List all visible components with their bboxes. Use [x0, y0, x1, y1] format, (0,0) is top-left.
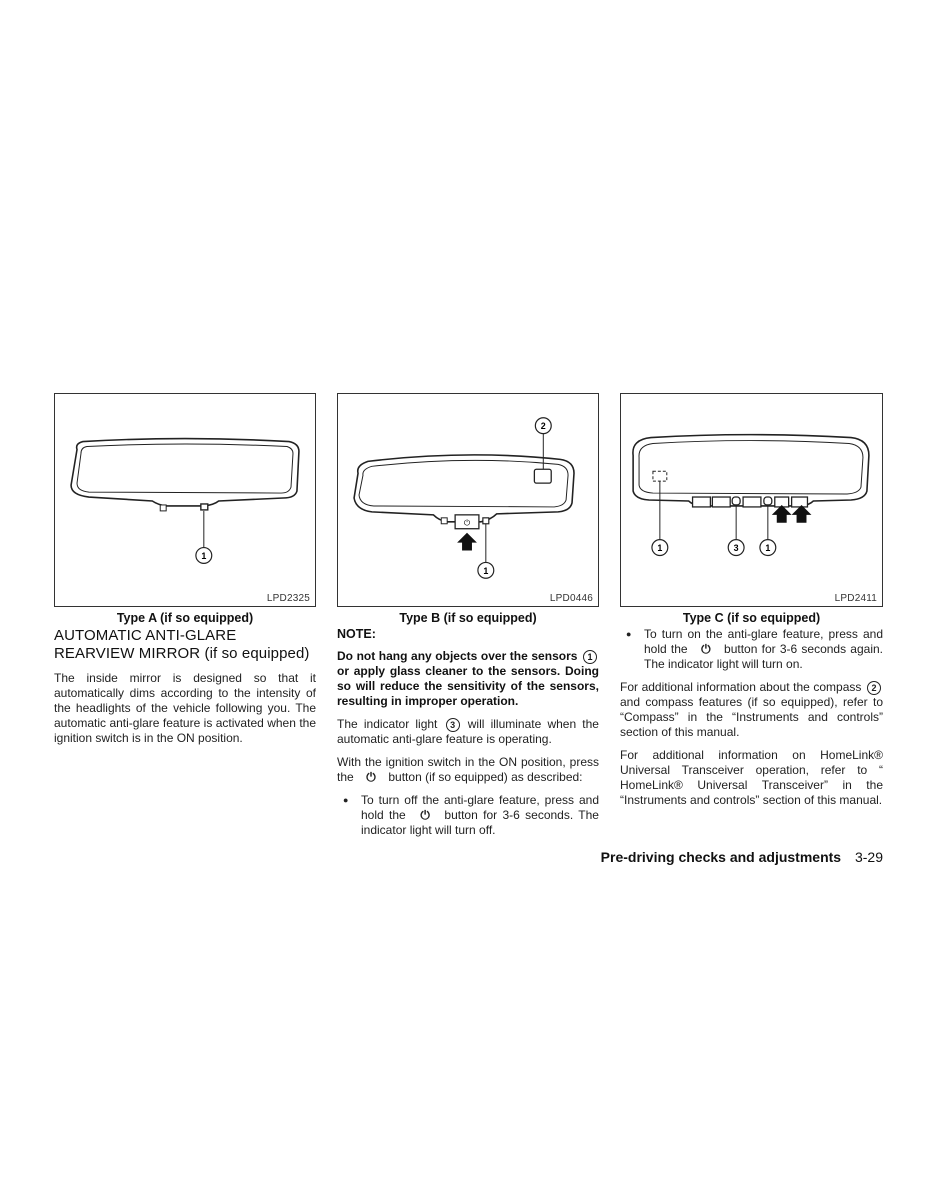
- indicator-text-2: will illuminate when the automatic anti-glare feature is operating.: [337, 717, 599, 746]
- mirror-outer-frame: [633, 435, 869, 506]
- note-text-1: Do not hang any objects over the sensors: [337, 649, 578, 663]
- intro-paragraph: The inside mirror is designed so that it automatically dims according to the intensity of the headlights of the vehicle following you. The automatic anti-glare feature is activated when the ignition switch is in the ON position.: [54, 671, 316, 745]
- power-icon: ⏻: [366, 770, 376, 784]
- bullet-text-2: button for 3-6 seconds again. The indicator light will turn on.: [644, 642, 883, 671]
- homelink-button-3: [743, 497, 761, 507]
- figure-caption: Type C (if so equipped): [682, 611, 821, 625]
- mirror-outer-frame: [71, 439, 299, 506]
- list-item: [337, 793, 599, 838]
- ignition-text-2: button (if so equipped) as described:: [388, 770, 583, 784]
- mirror-type-c-illustration: [621, 394, 882, 606]
- bullet-text-1: To turn on the anti-glare feature, press and hold the: [644, 627, 883, 656]
- heading-main: AUTOMATIC ANTI-GLARE: [54, 627, 237, 644]
- sensor: [764, 497, 772, 505]
- figure-type-c: [620, 393, 883, 607]
- note-paragraph: [337, 649, 599, 709]
- mirror-type-b-illustration: [338, 394, 598, 606]
- indicator-text-1: The indicator light: [337, 717, 438, 731]
- figure-type-b: [337, 393, 599, 607]
- list-item: [620, 627, 883, 672]
- page-number: 3-29: [854, 849, 883, 865]
- instruction-list: [337, 793, 599, 838]
- callout-ref: 3: [446, 718, 460, 732]
- power-icon: ⏻: [420, 808, 430, 822]
- section-heading: [54, 627, 316, 663]
- callout-ref: 2: [867, 681, 881, 695]
- figure-caption: Type A (if so equipped): [116, 611, 254, 625]
- figure-caption: Type B (if so equipped): [399, 611, 537, 625]
- footer-section-title: Pre-driving checks and adjustments: [600, 849, 842, 865]
- heading-line2: REARVIEW MIRROR: [54, 645, 201, 662]
- ignition-text-1: With the ignition switch in the ON position, press the: [337, 755, 599, 784]
- instruction-list: [620, 627, 883, 672]
- arrow-icon: [772, 505, 792, 523]
- power-icon: ⏻: [701, 642, 711, 656]
- figure-code: LPD2325: [266, 593, 310, 604]
- sensor-dashed: [653, 471, 667, 481]
- arrow-icon: [792, 505, 812, 523]
- ignition-paragraph: [337, 755, 599, 785]
- callout-number: 2: [540, 421, 546, 432]
- figure-code: LPD2411: [834, 593, 877, 604]
- indicator-paragraph: [337, 717, 599, 747]
- compass-text-1: For additional information about the compass: [620, 680, 862, 694]
- column-right: [620, 393, 883, 816]
- callout-number: 1: [483, 565, 489, 576]
- figure-type-a: [54, 393, 316, 607]
- sensor: [483, 518, 489, 524]
- indicator-light: [732, 497, 740, 505]
- callout-number: 1: [657, 543, 663, 554]
- power-button: [792, 497, 808, 507]
- mirror-button-left: [160, 505, 166, 511]
- callout-ref: 1: [583, 650, 597, 664]
- mirror-inner-glass: [639, 441, 863, 494]
- compass-display: [534, 469, 551, 483]
- homelink-paragraph: For additional information on HomeLink® Universal Transceiver operation, refer to “ HomeLink® Universal Transceiver” in the “Instruments and controls” section of this manual.: [620, 748, 883, 807]
- mirror-type-a-illustration: [55, 394, 315, 606]
- callout-number: 1: [201, 550, 207, 561]
- mirror-inner-glass: [77, 444, 293, 493]
- arrow-icon: [457, 533, 477, 551]
- compass-paragraph: [620, 680, 883, 740]
- indicator-light-left: [441, 518, 447, 524]
- power-symbol: ⏻: [463, 518, 471, 528]
- page-footer: [601, 849, 883, 865]
- mirror-sensor: [201, 504, 208, 510]
- callout-number: 1: [765, 543, 771, 554]
- note-heading: NOTE:: [337, 627, 376, 641]
- bullet-text-1: To turn off the anti-glare feature, press and hold the: [361, 793, 599, 822]
- compass-text-2: and compass features (if so equipped), refer to “Compass” in the “Instruments and controls” section of this manual.: [620, 695, 883, 739]
- note-text-2: or apply glass cleaner to the sensors. Doing so will reduce the sensitivity of the sensors, resulting in improper operation.: [337, 664, 599, 708]
- homelink-button-2: [712, 497, 730, 507]
- bullet-text-2: button for 3-6 seconds. The indicator light will turn off.: [361, 808, 599, 837]
- figure-code: LPD0446: [549, 593, 593, 604]
- heading-suffix: (if so equipped): [204, 645, 310, 662]
- homelink-button-1: [693, 497, 711, 507]
- column-middle: [337, 393, 599, 846]
- callout-number: 3: [733, 543, 739, 554]
- column-left: [54, 393, 316, 754]
